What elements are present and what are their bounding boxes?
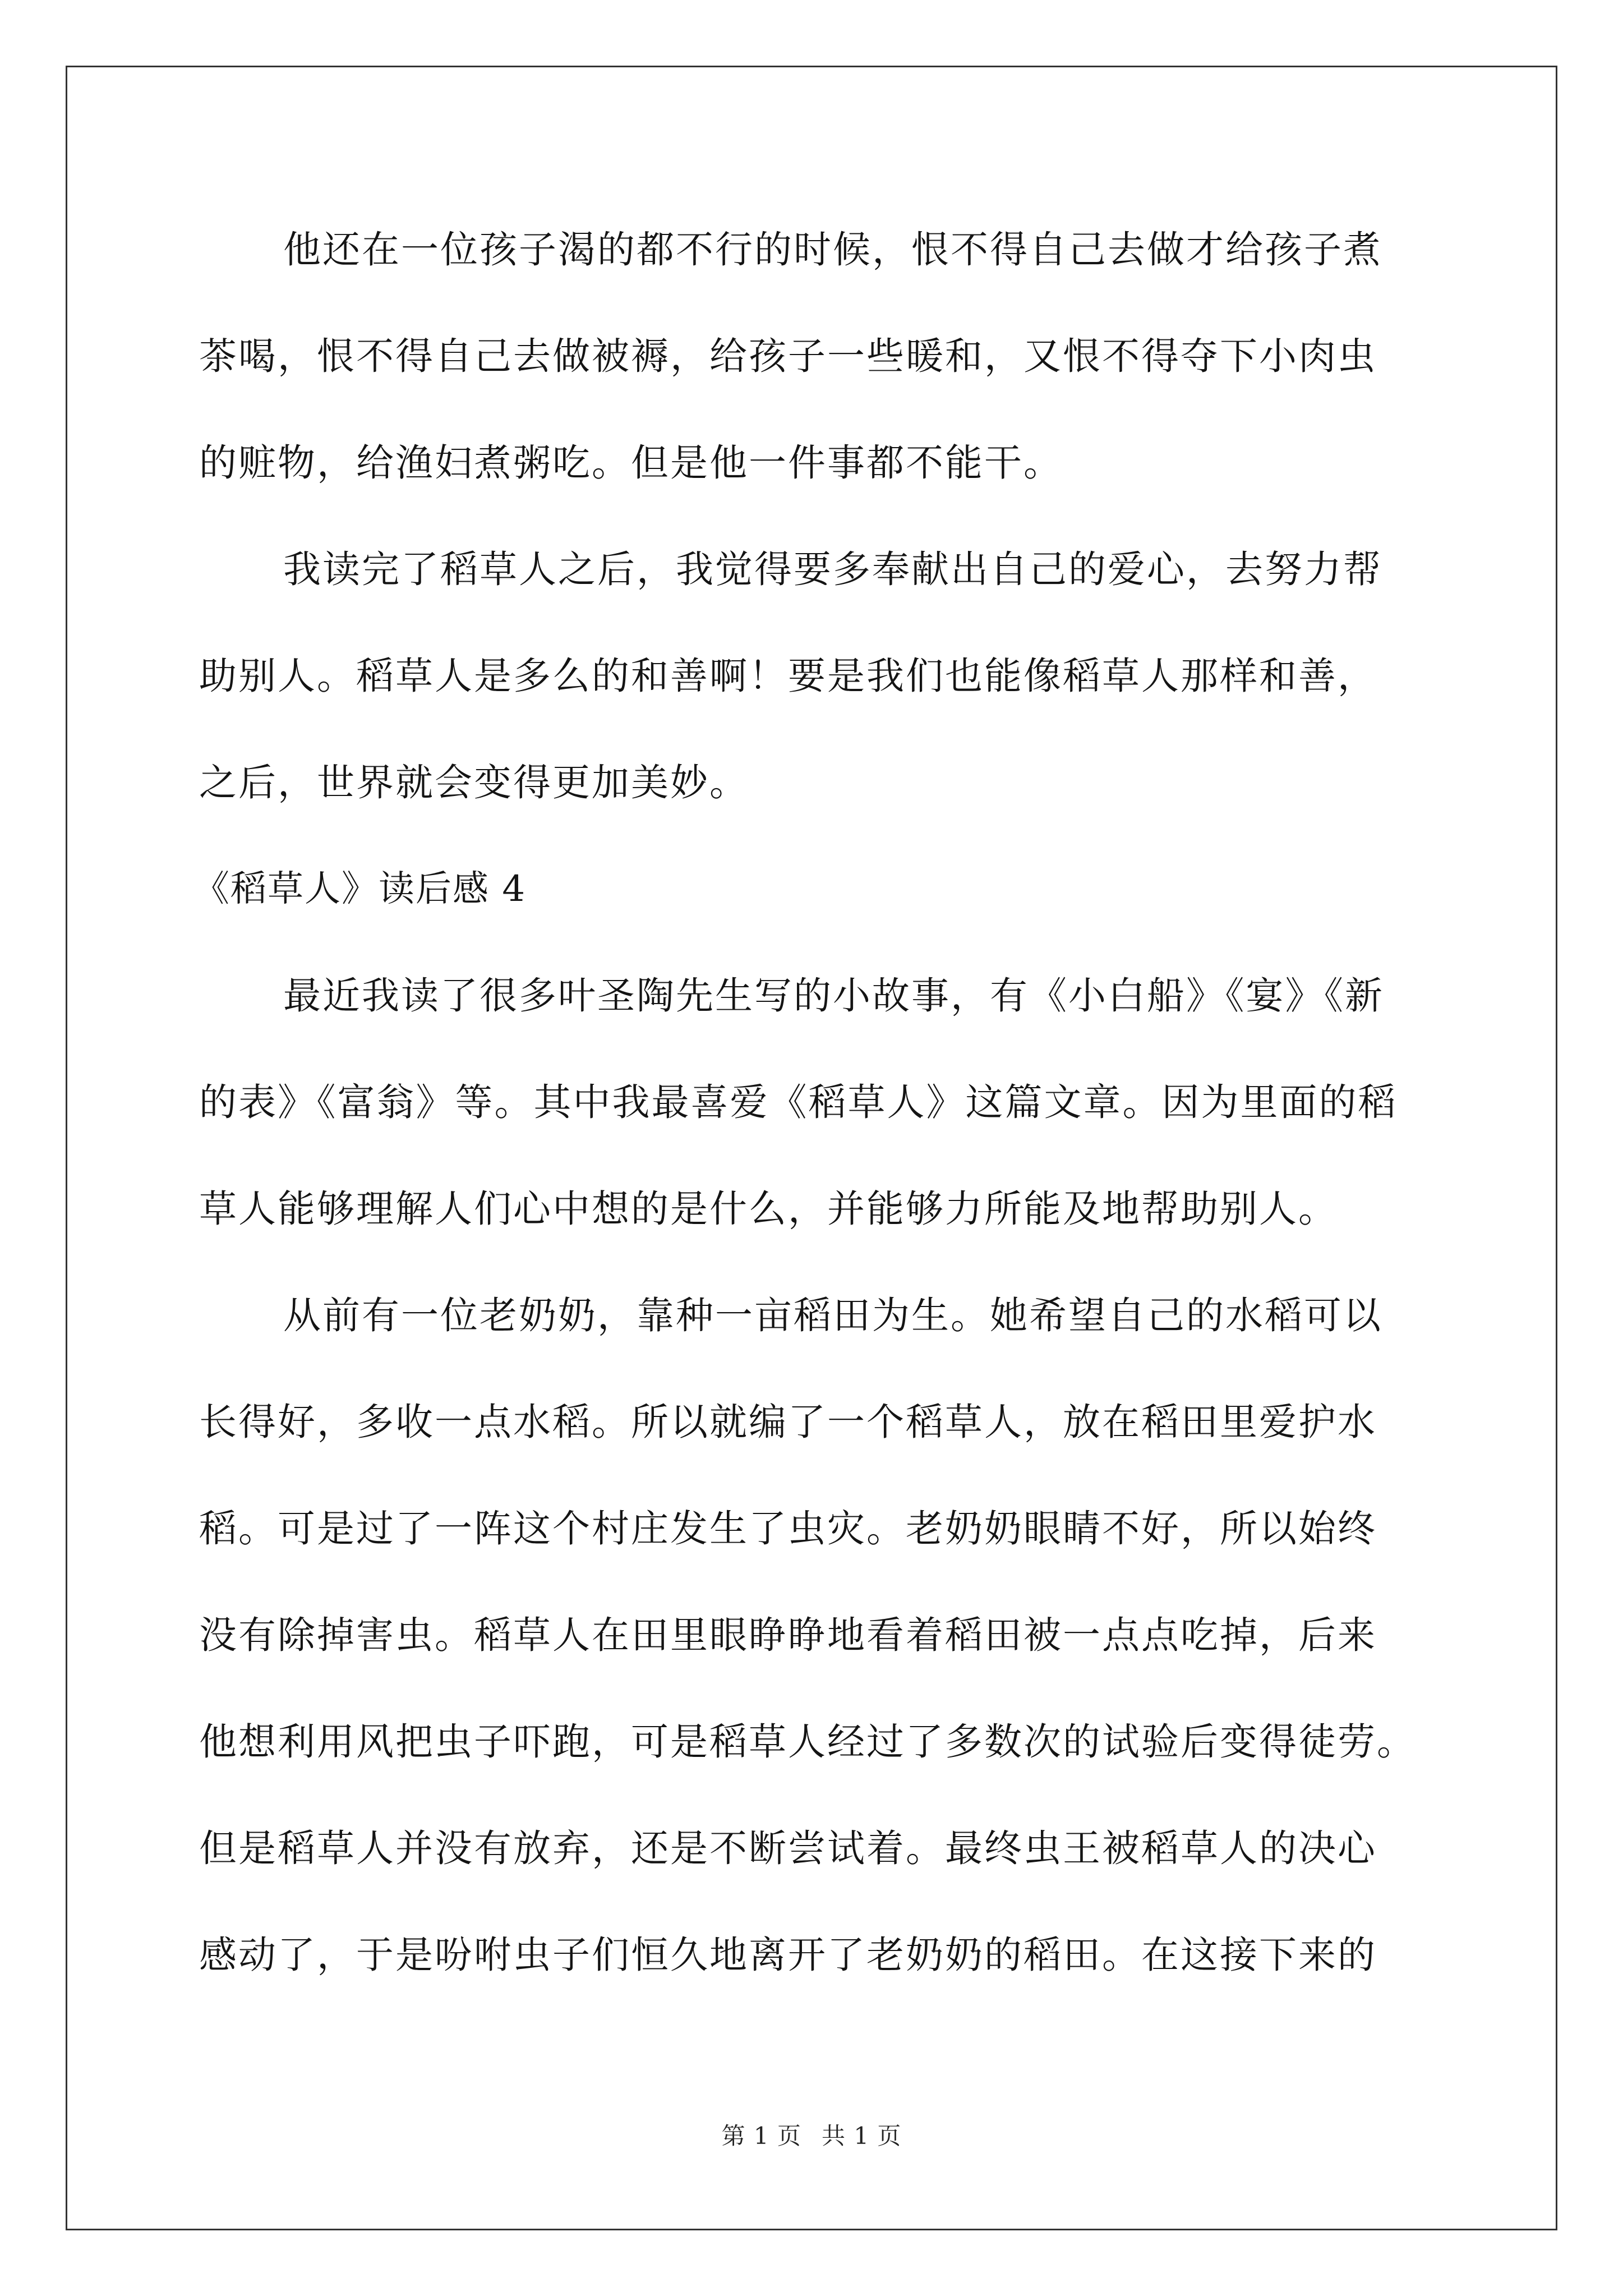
text-line: 的表》《富翁》等。其中我最喜爱《稻草人》这篇文章。因为里面的稻 [199, 1080, 1398, 1124]
heading-text: 《稻草人》读后感 4 [193, 868, 527, 910]
text-line: 没有除掉害虫。稻草人在田里眼睁睁地看着稻田被一点点吃掉，后来 [199, 1613, 1377, 1657]
page-footer [0, 2118, 1623, 2151]
text-line: 感动了，于是吩咐虫子们恒久地离开了老奶奶的稻田。在这接下来的 [199, 1933, 1377, 1977]
text-line: 助别人。稻草人是多么的和善啊！要是我们也能像稻草人那样和善， [199, 654, 1377, 698]
paragraph-2 [199, 516, 1433, 836]
page-number: 第 1 页 [721, 2122, 801, 2150]
text-line: 最近我读了很多叶圣陶先生写的小故事，有《小白船》《宴》《新 [283, 974, 1384, 1018]
text-line: 稻。可是过了一阵这个村庄发生了虫灾。老奶奶眼睛不好，所以始终 [199, 1507, 1377, 1550]
page-total: 共 1 页 [822, 2122, 902, 2150]
text-line: 的赃物，给渔妇煮粥吃。但是他一件事都不能干。 [199, 441, 1063, 485]
text-line: 他还在一位孩子渴的都不行的时候，恨不得自己去做才给孩子煮 [283, 228, 1382, 272]
text-line: 长得好，多收一点水稻。所以就编了一个稻草人，放在稻田里爱护水 [199, 1400, 1377, 1444]
text-line: 他想利用风把虫子吓跑，可是稻草人经过了多数次的试验后变得徒劳。 [199, 1720, 1416, 1764]
paragraph-4 [199, 1262, 1433, 2008]
text-line: 但是稻草人并没有放弃，还是不断尝试着。最终虫王被稻草人的决心 [199, 1826, 1377, 1870]
text-line: 从前有一位老奶奶，靠种一亩稻田为生。她希望自己的水稻可以 [283, 1294, 1382, 1337]
document-body [193, 196, 1433, 2008]
text-line: 茶喝，恨不得自己去做被褥，给孩子一些暖和，又恨不得夺下小肉虫 [199, 334, 1377, 378]
text-line: 草人能够理解人们心中想的是什么，并能够力所能及地帮助别人。 [199, 1187, 1338, 1231]
text-line: 我读完了稻草人之后，我觉得要多奉献出自己的爱心，去努力帮 [283, 547, 1382, 591]
text-line: 之后，世界就会变得更加美妙。 [199, 761, 749, 804]
paragraph-3 [199, 942, 1433, 1262]
paragraph-1 [199, 196, 1433, 516]
section-heading [193, 836, 1433, 942]
